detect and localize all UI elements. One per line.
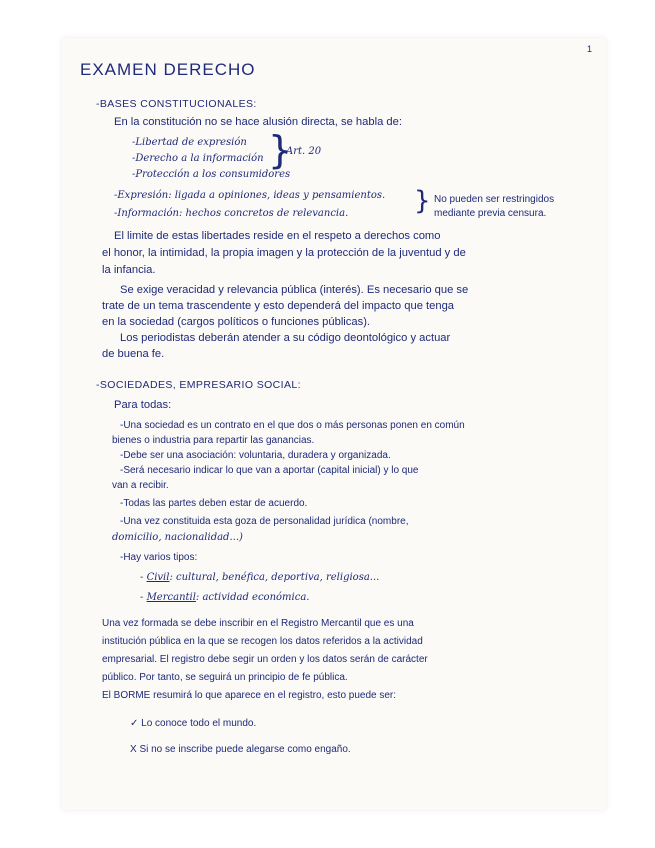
notebook-page [62, 38, 606, 810]
type-civil-name: Civil [146, 572, 170, 583]
sociedades-item-3b: van a recibir. [112, 480, 169, 491]
page-title: EXAMEN DERECHO [80, 60, 256, 79]
paragraph-veracity-5: de buena fe. [102, 348, 165, 360]
paragraph-registro-1: Una vez formada se debe inscribir en el Registro Mercantil que es una [102, 618, 414, 629]
sociedades-subheading: Para todas: [114, 399, 172, 411]
definition-expression: -Expresión: ligada a opiniones, ideas y pensamientos. [114, 190, 386, 201]
paragraph-veracity-2: trate de un tema trascendente y esto dependerá del impacto que tenga [102, 300, 455, 312]
right-consumers: -Protección a los consumidores [132, 169, 291, 180]
section-heading-sociedades: -SOCIEDADES, EMPRESARIO SOCIAL: [96, 379, 301, 391]
definitions-note-2: mediante previa censura. [434, 208, 547, 219]
sociedades-item-1b: bienes o industria para repartir las ganancias. [112, 435, 315, 446]
sociedades-item-1: -Una sociedad es un contrato en el que dos o más personas ponen en común [120, 420, 465, 431]
paragraph-registro-2: institución pública en la que se recogen los datos referidos a la actividad [102, 636, 423, 647]
sociedades-item-6: -Hay varios tipos: [120, 552, 198, 563]
bases-intro: En la constitución no se hace alusión directa, se habla de: [114, 116, 402, 128]
sociedades-item-5b: domicilio, nacionalidad...) [112, 532, 243, 543]
sociedades-item-5: -Una vez constituida esta goza de personalidad jurídica (nombre, [120, 516, 409, 527]
paragraph-limits-3: la infancia. [102, 264, 156, 276]
definitions-brace: } [414, 186, 431, 216]
paragraph-veracity-4: Los periodistas deberán atender a su código deontológico y actuar [120, 332, 451, 344]
paragraph-limits-2: el honor, la intimidad, la propia imagen y la protección de la juventud y de [102, 247, 466, 259]
type-mercantil-desc: : actividad económica. [195, 592, 310, 603]
sociedades-item-2: -Debe ser una asociación: voluntaria, duradera y organizada. [120, 450, 391, 461]
borme-option-2: X Si no se inscribe puede alegarse como engaño. [130, 744, 351, 755]
paragraph-veracity-3: en la sociedad (cargos políticos o funciones públicas). [102, 316, 371, 328]
right-information: -Derecho a la información [132, 153, 264, 164]
type-mercantil-name: Mercantil [146, 592, 196, 603]
definitions-note-1: No pueden ser restringidos [434, 194, 555, 205]
right-expression: -Libertad de expresión [132, 137, 247, 148]
paragraph-registro-4: público. Por tanto, se seguirá un principio de fe pública. [102, 672, 348, 683]
paragraph-registro-3: empresarial. El registro debe segir un orden y los datos serán de carácter [102, 654, 428, 665]
paragraph-limits-1: El limite de estas libertades reside en el respeto a derechos como [114, 230, 441, 242]
definition-information: -Información: hechos concretos de relevancia. [114, 208, 349, 219]
page-number: 1 [586, 44, 592, 54]
rights-brace: } [268, 128, 293, 172]
sociedades-item-4: -Todas las partes deben estar de acuerdo. [120, 498, 308, 509]
type-civil-desc: : cultural, benéfica, deportiva, religiosa... [169, 572, 380, 583]
sociedades-item-3: -Será necesario indicar lo que van a aportar (capital inicial) y lo que [120, 465, 419, 476]
type-mercantil: - Mercantil: actividad económica. [140, 592, 310, 603]
rights-article-ref: Art. 20 [286, 146, 322, 157]
paragraph-registro-5: El BORME resumirá lo que aparece en el registro, esto puede ser: [102, 690, 397, 701]
section-heading-bases: -BASES CONSTITUCIONALES: [96, 98, 257, 110]
paragraph-veracity-1: Se exige veracidad y relevancia pública (interés). Es necesario que se [120, 284, 469, 296]
type-civil: - Civil: cultural, benéfica, deportiva, religiosa... [140, 572, 380, 583]
borme-option-1: ✓ Lo conoce todo el mundo. [130, 718, 257, 729]
